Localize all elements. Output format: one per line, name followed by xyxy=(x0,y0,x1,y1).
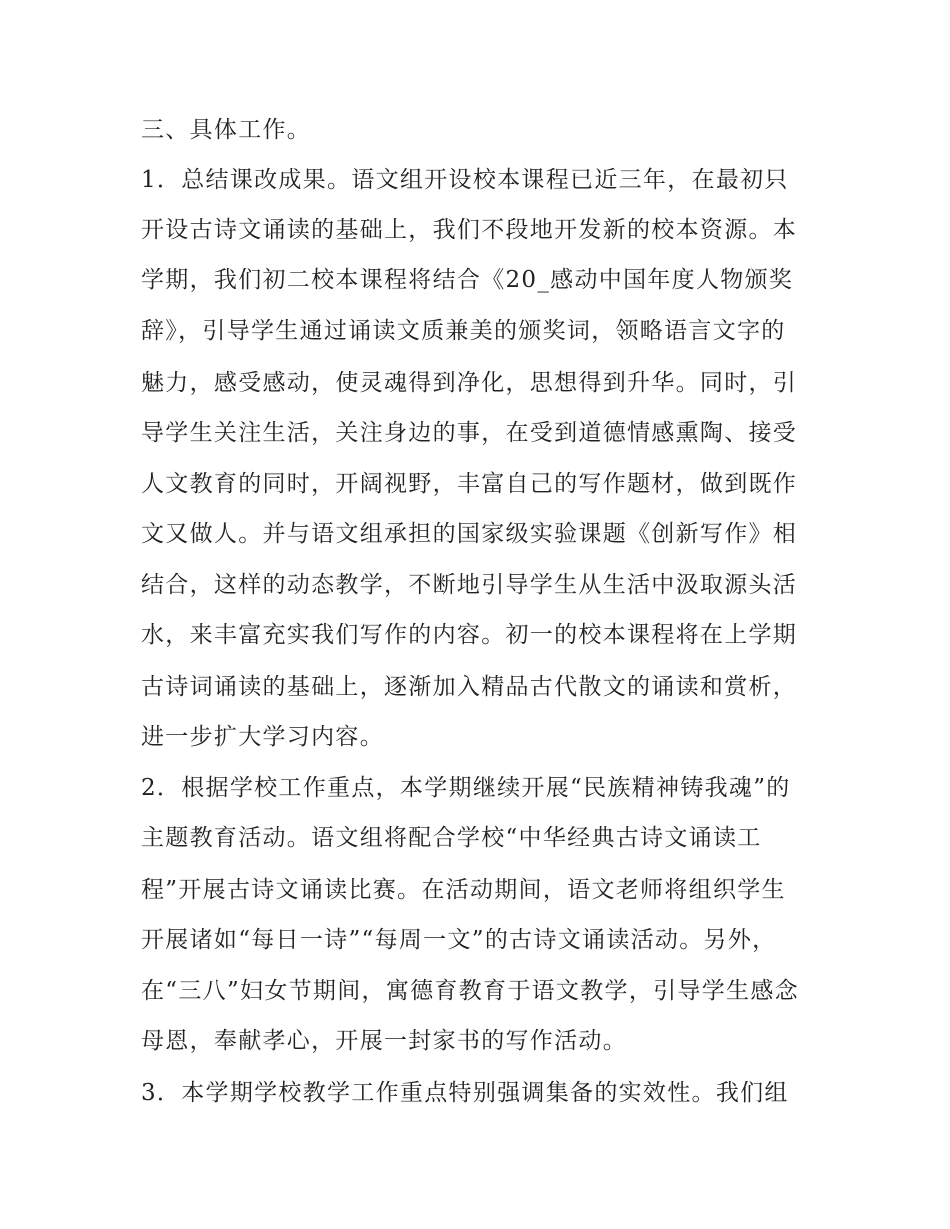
paragraph-line: 导学生关注生活，关注身边的事，在受到道德情感熏陶、接受 xyxy=(141,420,798,446)
paragraph-line: 主题教育活动。语文组将配合学校“中华经典古诗文诵读工 xyxy=(141,825,762,851)
paragraph-line: 3．本学期学校教学工作重点特别强调集备的实效性。我们组 xyxy=(141,1080,789,1106)
paragraph-line: 学期，我们初二校本课程将结合《20_感动中国年度人物颁奖 xyxy=(141,267,794,293)
paragraph-line: 古诗词诵读的基础上，逐渐加入精品古代散文的诵读和赏析， xyxy=(141,674,798,700)
paragraph-line: 母恩，奉献孝心，开展一封家书的写作活动。 xyxy=(141,1028,627,1054)
paragraph-line: 结合，这样的动态教学，不断地引导学生从生活中汲取源头活 xyxy=(141,572,798,598)
paragraph-line: 魅力，感受感动，使灵魂得到净化，思想得到升华。同时，引 xyxy=(141,370,798,396)
paragraph-line: 程”开展古诗文诵读比赛。在活动期间，语文老师将组织学生 xyxy=(141,877,786,903)
paragraph-line: 开设古诗文诵读的基础上，我们不段地开发新的校本资源。本 xyxy=(141,217,798,243)
paragraph-line: 辞》，引导学生通过诵读文质兼美的颁奖词，领略语言文字的 xyxy=(141,318,786,344)
paragraph-line: 人文教育的同时，开阔视野，丰富自己的写作题材，做到既作 xyxy=(141,471,798,497)
paragraph-line: 在“三八”妇女节期间，寓德育教育于语文教学，引导学生感念 xyxy=(141,978,799,1004)
paragraph-line: 2．根据学校工作重点，本学期继续开展“民族精神铸我魂”的 xyxy=(141,775,791,801)
section-heading: 三、具体工作。 xyxy=(141,117,312,143)
paragraph-line: 1．总结课改成果。语文组开设校本课程已近三年，在最初只 xyxy=(141,167,789,193)
paragraph-line: 开展诸如“每日一诗”“每周一文”的古诗文诵读活动。另外， xyxy=(141,927,777,953)
paragraph-line: 文又做人。并与语文组承担的国家级实验课题《创新写作》相 xyxy=(141,521,798,547)
paragraph-line: 水，来丰富充实我们写作的内容。初一的校本课程将在上学期 xyxy=(141,622,798,648)
paragraph-line: 进一步扩大学习内容。 xyxy=(141,724,384,750)
